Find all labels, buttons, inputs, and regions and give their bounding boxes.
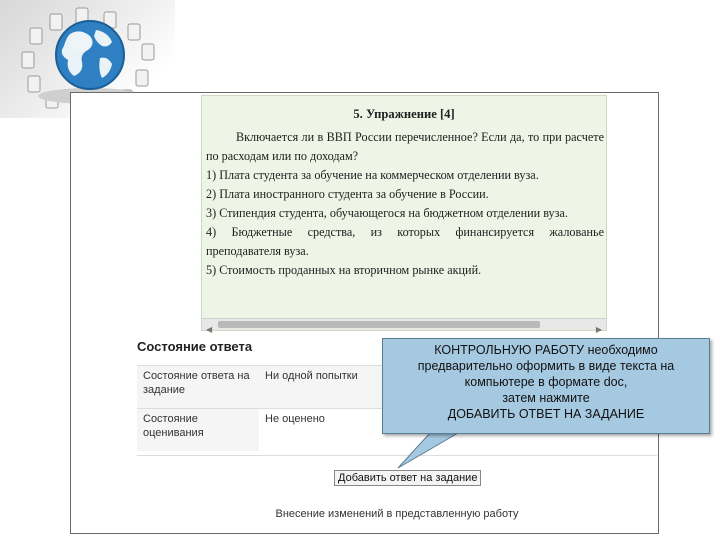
callout-line: предварительно оформить в виде текста на	[417, 359, 675, 373]
status-label: Состояние ответа на задание	[137, 366, 259, 409]
exercise-item: 3) Стипендия студента, обучающегося на бюджетном отделении вуза.	[206, 206, 568, 220]
scroll-left-icon[interactable]: ◀	[206, 325, 213, 334]
submit-note: Внесение изменений в представленную работу	[275, 508, 519, 520]
exercise-title: 5. Упражнение [4]	[353, 107, 455, 121]
callout-line: КОНТРОЛЬНУЮ РАБОТУ необходимо	[434, 343, 658, 357]
instruction-callout	[382, 338, 710, 434]
callout-line: затем нажмите	[502, 391, 590, 405]
status-value: Ни одной попытки	[259, 366, 507, 409]
scroll-right-icon[interactable]: ▶	[595, 325, 602, 334]
add-answer-button[interactable]: Добавить ответ на задание	[334, 470, 481, 486]
exercise-item: 1) Плата студента за обучение на коммерческом отделении вуза.	[206, 168, 539, 182]
status-label: Состояние оценивания	[137, 409, 259, 452]
exercise-question: Включается ли в ВВП России перечисленное? Если да, то при расчете по расходам или по доходам?	[206, 130, 604, 163]
exercise-item: 2) Плата иностранного студента за обучение в России.	[206, 187, 489, 201]
callout-line: компьютере в формате doc,	[464, 375, 628, 389]
status-heading: Состояние ответа	[137, 339, 253, 354]
status-value: Не оценено	[259, 409, 507, 452]
exercise-item: 4) Бюджетные средства, из которых финансируется жалованье преподавателя вуза.	[206, 225, 604, 258]
exercise-item: 5) Стоимость проданных на вторичном рынке акций.	[206, 263, 482, 277]
callout-line: ДОБАВИТЬ ОТВЕТ НА ЗАДАНИЕ	[447, 407, 645, 421]
